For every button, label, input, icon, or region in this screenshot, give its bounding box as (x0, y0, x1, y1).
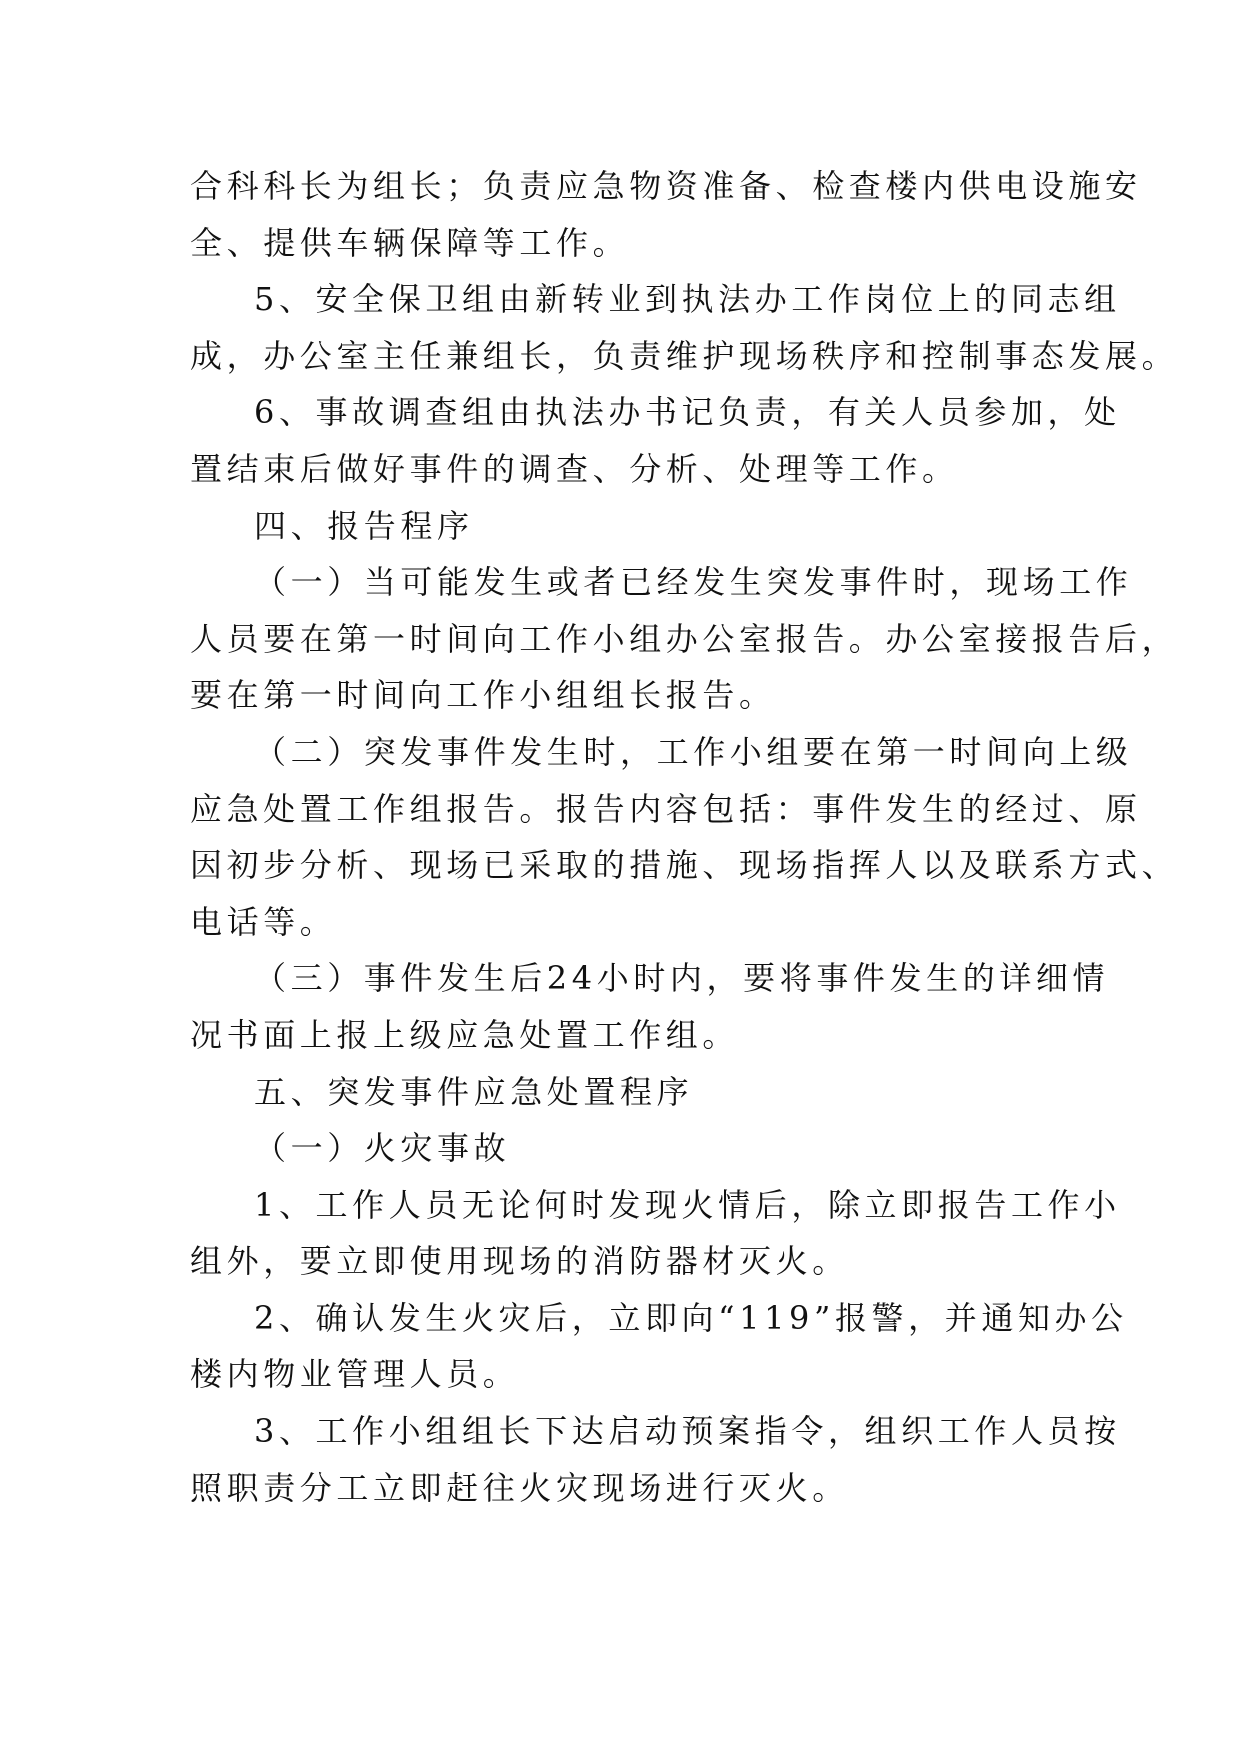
text-line: （二）突发事件发生时，工作小组要在第一时间向上级 (254, 732, 1133, 771)
section-heading: 五、突发事件应急处置程序 (254, 1072, 694, 1111)
text-line: 电话等。 (190, 902, 337, 941)
text-line: 况书面上报上级应急处置工作组。 (190, 1015, 740, 1054)
subsection-heading: （一）火灾事故 (254, 1129, 511, 1168)
text-line: 因初步分析、现场已采取的措施、现场指挥人以及联系方式、 (190, 846, 1179, 885)
document-body (190, 158, 1179, 1516)
text-line: 要在第一时间向工作小组组长报告。 (190, 676, 776, 715)
text-line: 3、工作小组组长下达启动预案指令，组织工作人员按 (254, 1412, 1121, 1451)
text-line: 1、工作人员无论何时发现火情后，除立即报告工作小 (254, 1185, 1121, 1224)
section-heading: 四、报告程序 (254, 506, 474, 545)
text-line: 全、提供车辆保障等工作。 (190, 223, 630, 262)
text-line: 照职责分工立即赶往火灾现场进行灭火。 (190, 1468, 849, 1507)
text-line: 5、安全保卫组由新转业到执法办工作岗位上的同志组 (254, 280, 1121, 319)
text-line: 置结束后做好事件的调查、分析、处理等工作。 (190, 449, 959, 488)
text-line: 合科科长为组长；负责应急物资准备、检查楼内供电设施安 (190, 167, 1142, 205)
text-line: 楼内物业管理人员。 (190, 1355, 520, 1394)
text-line: 6、事故调查组由执法办书记负责，有关人员参加，处 (254, 393, 1121, 432)
text-line: （三）事件发生后24小时内，要将事件发生的详细情 (254, 959, 1110, 998)
text-line: 人员要在第一时间向工作小组办公室报告。办公室接报告后， (190, 619, 1179, 658)
text-line: 应急处置工作组报告。报告内容包括：事件发生的经过、原 (190, 789, 1142, 828)
text-line: 组外，要立即使用现场的消防器材灭火。 (190, 1242, 849, 1281)
text-line: （一）当可能发生或者已经发生突发事件时，现场工作 (254, 563, 1133, 602)
text-line: 成，办公室主任兼组长，负责维护现场秩序和控制事态发展。 (190, 336, 1179, 375)
text-line: 2、确认发生火灾后，立即向“119”报警，并通知办公 (254, 1298, 1128, 1337)
